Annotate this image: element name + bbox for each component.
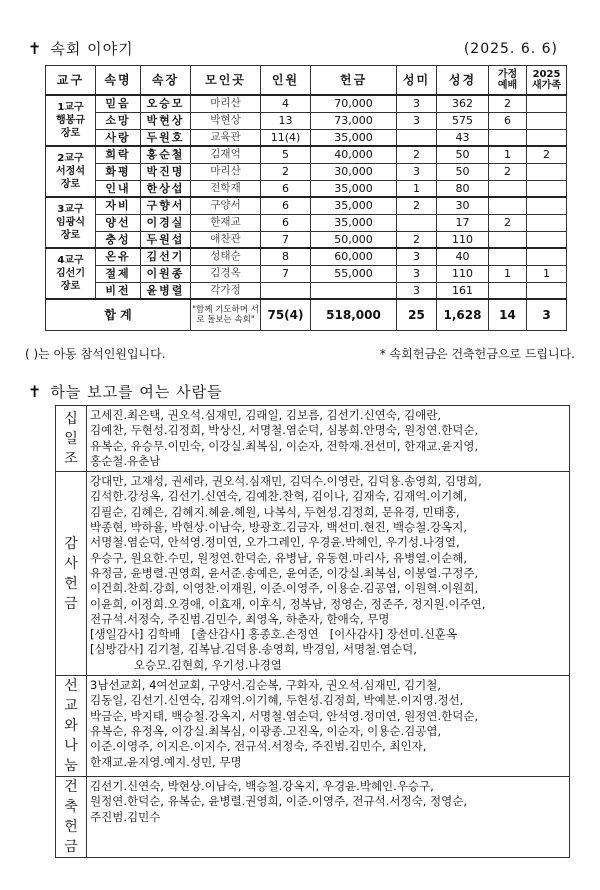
family-worship	[489, 248, 527, 265]
group-report-table	[45, 65, 567, 331]
family-worship: 2	[489, 95, 527, 112]
group-leader: 두원호	[141, 129, 191, 146]
header-cell: 2025 새가족	[527, 66, 567, 96]
givers-line: 이건희.찬희.강희, 이영찬.이재원, 이준.이영주, 이용순.김공엽, 이원혁.이원희,	[90, 581, 479, 596]
total-row	[46, 299, 567, 331]
group-row	[46, 231, 567, 248]
meeting-place: 각가정	[191, 282, 261, 299]
group-name: 절제	[96, 265, 141, 282]
attendance: 7	[261, 265, 311, 282]
bible-reading: 575	[437, 112, 489, 129]
givers-line: 김예찬, 두현성.김정희, 박상신, 서명철.염순덕, 심봉희.안명숙, 원정연.한덕순,	[90, 423, 479, 438]
group-name: 양선	[96, 214, 141, 231]
givers-line: [생일감사] 김학배 [출산감사] 홍종호.손정연 [이사감사] 장선미.신훈옥	[90, 627, 458, 642]
group-leader: 두원섭	[141, 231, 191, 248]
offering-amount: 60,000	[311, 248, 397, 265]
givers-line: 서명철.염순덕, 안석영.정미연, 오가그레인, 우경윤.박혜인, 우기성.나경열,	[90, 535, 460, 550]
offering-amount	[311, 282, 397, 299]
givers-row	[56, 406, 570, 472]
bible-reading: 161	[437, 282, 489, 299]
attendance: 7	[261, 231, 311, 248]
family-worship: 1	[489, 265, 527, 282]
total-offering: 518,000	[311, 299, 397, 331]
bible-reading: 110	[437, 231, 489, 248]
givers-line: 고세진.최은택, 권오석.심재민, 김래일, 김보름, 김선기.신연숙, 김애란,	[90, 408, 442, 422]
meeting-place: 박현상	[191, 112, 261, 129]
attendance: 6	[261, 197, 311, 214]
givers-line: 홍순철.유춘남	[90, 453, 161, 468]
givers-line: 박종현, 박하율, 박현상.이남숙, 방광호.김금자, 백선미.현진, 백승철.강옥지,	[90, 520, 467, 535]
attendance: 11(4)	[261, 129, 311, 146]
meeting-place: 김재억	[191, 146, 261, 163]
group-name: 온유	[96, 248, 141, 265]
new-family	[527, 129, 567, 146]
meeting-place: 구양서	[191, 197, 261, 214]
total-new-family: 3	[527, 299, 567, 331]
new-family	[527, 214, 567, 231]
bible-reading: 43	[437, 129, 489, 146]
title-text: 속회 이야기	[50, 40, 134, 58]
givers-line: 우승구, 원요한.수민, 원정연.한덕순, 유병남, 유동현.마리사, 유병열.이순해,	[90, 550, 467, 565]
new-family	[527, 248, 567, 265]
section-title-group-report	[28, 38, 134, 59]
header-cell: 모인곳	[191, 66, 261, 96]
givers-line: 전규석.서정숙, 주진범.김민수, 최영옥, 하춘자, 한애숙, 무명	[90, 611, 390, 626]
new-family	[527, 197, 567, 214]
givers-line: 김선기.신연숙, 박현상.이남숙, 백승철.강옥지, 우경윤.박혜인.우승구,	[90, 779, 434, 794]
givers-line: [심방감사] 김기철, 김복남.김덕용.송영희, 박경임, 서명철.염순덕,	[90, 642, 417, 657]
givers-line: 유정금, 윤병렬.권영희, 윤서준.송예은, 윤여준, 이강실.최복심, 이봉열.구정주,	[90, 565, 479, 580]
bible-reading: 17	[437, 214, 489, 231]
group-row	[46, 95, 567, 112]
meeting-place: 마리산	[191, 163, 261, 180]
group-row	[46, 129, 567, 146]
group-name: 인내	[96, 180, 141, 197]
offering-amount: 35,000	[311, 129, 397, 146]
givers-line: 김필순, 김혜은, 김혜지.혜윤.혜원, 나복식, 두현성.김정희, 문유경, 민태홍,	[90, 504, 460, 519]
givers-row	[56, 472, 570, 676]
rice-offering: 3	[397, 282, 437, 299]
rice-offering: 2	[397, 231, 437, 248]
givers-table	[55, 405, 570, 858]
givers-line: 오승모.김현희, 우기성.나경열	[90, 657, 282, 672]
new-family	[527, 231, 567, 248]
rice-offering: 2	[397, 146, 437, 163]
header-cell: 헌금	[311, 66, 397, 96]
givers-line: 한재교.윤지영.예지.성민, 무명	[90, 754, 242, 769]
givers-line: 강대만, 고재성, 권세라, 권오석.심재민, 김덕수.이영란, 김덕용.송영희, 김명희,	[90, 474, 482, 489]
family-worship	[489, 197, 527, 214]
bible-reading: 50	[437, 146, 489, 163]
offering-amount: 73,000	[311, 112, 397, 129]
header-cell: 교구	[46, 66, 96, 96]
district-label: 3교구 임광식 장로	[46, 197, 96, 248]
offering-amount: 70,000	[311, 95, 397, 112]
offering-amount: 35,000	[311, 180, 397, 197]
meeting-place: 애찬관	[191, 231, 261, 248]
rice-offering: 3	[397, 248, 437, 265]
offering-amount: 35,000	[311, 214, 397, 231]
rice-offering	[397, 129, 437, 146]
group-name: 소망	[96, 112, 141, 129]
givers-line: 김동일, 김선기.신연숙, 김재억.이기혜, 두현성.김정희, 박예분.이지영.정선,	[90, 693, 464, 708]
meeting-place: 성태순	[191, 248, 261, 265]
group-name: 충성	[96, 231, 141, 248]
group-row	[46, 248, 567, 265]
family-worship	[489, 129, 527, 146]
group-leader: 홍순철	[141, 146, 191, 163]
givers-row	[56, 777, 570, 858]
family-worship: 2	[489, 163, 527, 180]
group-name: 자비	[96, 197, 141, 214]
header-cell: 속명	[96, 66, 141, 96]
offering-note: * 속회헌금은 건축헌금으로 드립니다.	[379, 347, 575, 361]
bible-reading: 40	[437, 248, 489, 265]
table-header-row	[46, 66, 567, 96]
group-row	[46, 146, 567, 163]
new-family: 1	[527, 265, 567, 282]
group-row	[46, 163, 567, 180]
givers-names	[87, 472, 570, 676]
attendance: 13	[261, 112, 311, 129]
new-family	[527, 282, 567, 299]
givers-line: 이준.이영주, 이지은.이지수, 전규석.서정숙, 주진범.김민수, 최인자,	[90, 739, 427, 754]
group-name: 화평	[96, 163, 141, 180]
group-leader: 한상섭	[141, 180, 191, 197]
group-row	[46, 180, 567, 197]
group-leader: 김선기	[141, 248, 191, 265]
cross-icon: ✝	[28, 382, 43, 401]
meeting-place: 마리산	[191, 95, 261, 112]
givers-line: 김석한.강성옥, 김선기.신연숙, 김예찬.찬혁, 김이나, 김재숙, 김재억.이기혜,	[90, 489, 467, 504]
family-worship	[489, 282, 527, 299]
new-family	[527, 112, 567, 129]
total-bible: 1,628	[437, 299, 489, 331]
givers-line: 유복순, 유정옥, 이강실.최복심, 이광종.고진옥, 이순자, 이용순.김공엽,	[90, 723, 442, 738]
header-cell: 인원	[261, 66, 311, 96]
givers-names	[87, 676, 570, 777]
section-title-givers	[28, 381, 223, 402]
givers-title-text: 하늘 보고를 여는 사람들	[50, 383, 223, 401]
rice-offering: 2	[397, 197, 437, 214]
attendance: 2	[261, 163, 311, 180]
offering-amount: 55,000	[311, 265, 397, 282]
group-leader: 박현상	[141, 112, 191, 129]
givers-names	[87, 777, 570, 858]
group-leader: 오승모	[141, 95, 191, 112]
attendance: 6	[261, 214, 311, 231]
group-leader: 이경실	[141, 214, 191, 231]
group-row	[46, 282, 567, 299]
report-date: (2025. 6. 6)	[463, 41, 558, 57]
district-label: 2교구 서정석 장로	[46, 146, 96, 197]
family-worship: 1	[489, 146, 527, 163]
header-cell: 성미	[397, 66, 437, 96]
family-worship: 2	[489, 214, 527, 231]
meeting-place: 한재교	[191, 214, 261, 231]
meeting-place: 교육관	[191, 129, 261, 146]
givers-category: 감사 헌금	[56, 472, 87, 676]
total-motto: "함께 기도하며 서로 돌보는 속회"	[191, 299, 261, 331]
group-name: 믿음	[96, 95, 141, 112]
givers-category: 십 일 조	[56, 406, 87, 472]
attendance: 8	[261, 248, 311, 265]
header-cell: 성경	[437, 66, 489, 96]
family-worship	[489, 231, 527, 248]
attendance: 4	[261, 95, 311, 112]
group-row	[46, 197, 567, 214]
group-leader: 이원종	[141, 265, 191, 282]
group-leader: 박진명	[141, 163, 191, 180]
bible-reading: 30	[437, 197, 489, 214]
group-leader: 구향서	[141, 197, 191, 214]
givers-row	[56, 676, 570, 777]
attendance	[261, 282, 311, 299]
rice-offering: 3	[397, 95, 437, 112]
total-attendance: 75(4)	[261, 299, 311, 331]
new-family	[527, 180, 567, 197]
bible-reading: 110	[437, 265, 489, 282]
district-label: 1교구 행봉규 장로	[46, 95, 96, 146]
new-family	[527, 95, 567, 112]
givers-category: 선교 와 나눔	[56, 676, 87, 777]
offering-amount: 40,000	[311, 146, 397, 163]
attendance: 5	[261, 146, 311, 163]
group-row	[46, 214, 567, 231]
attendance: 6	[261, 180, 311, 197]
header-cell: 가정 예배	[489, 66, 527, 96]
group-name: 비전	[96, 282, 141, 299]
givers-line: 주진범.김민수	[90, 809, 161, 824]
rice-offering	[397, 214, 437, 231]
total-worship: 14	[489, 299, 527, 331]
bible-reading: 80	[437, 180, 489, 197]
givers-line: 원정연.한덕순, 유복순, 윤병렬.권영희, 이준.이영주, 전규석.서정숙, 정영순,	[90, 794, 467, 809]
family-worship	[489, 180, 527, 197]
district-label: 4교구 김선기 장로	[46, 248, 96, 299]
total-label: 합 계	[46, 299, 191, 331]
rice-offering: 3	[397, 265, 437, 282]
new-family: 2	[527, 146, 567, 163]
offering-amount: 35,000	[311, 197, 397, 214]
cross-icon: ✝	[28, 39, 43, 58]
new-family	[527, 163, 567, 180]
givers-line: 유복순, 유승무.이민숙, 이강실.최복심, 이순자, 전학재.전선미, 한재교.윤지영,	[90, 438, 479, 453]
givers-line: 이윤희, 이정희.오경애, 이효재, 이후식, 정복남, 정영순, 정준주, 정지원.이주연,	[90, 596, 486, 611]
group-name: 사랑	[96, 129, 141, 146]
givers-category: 건축 헌금	[56, 777, 87, 858]
rice-offering: 1	[397, 180, 437, 197]
group-name: 희락	[96, 146, 141, 163]
rice-offering: 3	[397, 112, 437, 129]
rice-offering: 3	[397, 163, 437, 180]
meeting-place: 김경옥	[191, 265, 261, 282]
givers-line: 3남선교회, 4여선교회, 구양서.김순복, 구화자, 권오석.심재민, 김기철,	[90, 678, 441, 693]
header-cell: 속장	[141, 66, 191, 96]
total-rice: 25	[397, 299, 437, 331]
givers-names	[87, 406, 570, 472]
offering-amount: 30,000	[311, 163, 397, 180]
offering-amount: 50,000	[311, 231, 397, 248]
family-worship: 6	[489, 112, 527, 129]
givers-line: 박금순, 박지태, 백승철.강옥지, 서명철.염순덕, 안석영.정미연, 원정연.한덕순,	[90, 708, 479, 723]
bible-reading: 362	[437, 95, 489, 112]
bible-reading: 50	[437, 163, 489, 180]
group-row	[46, 112, 567, 129]
meeting-place: 전학재	[191, 180, 261, 197]
group-row	[46, 265, 567, 282]
child-note: ( )는 아동 참석인원입니다.	[25, 347, 166, 361]
group-leader: 윤병렬	[141, 282, 191, 299]
